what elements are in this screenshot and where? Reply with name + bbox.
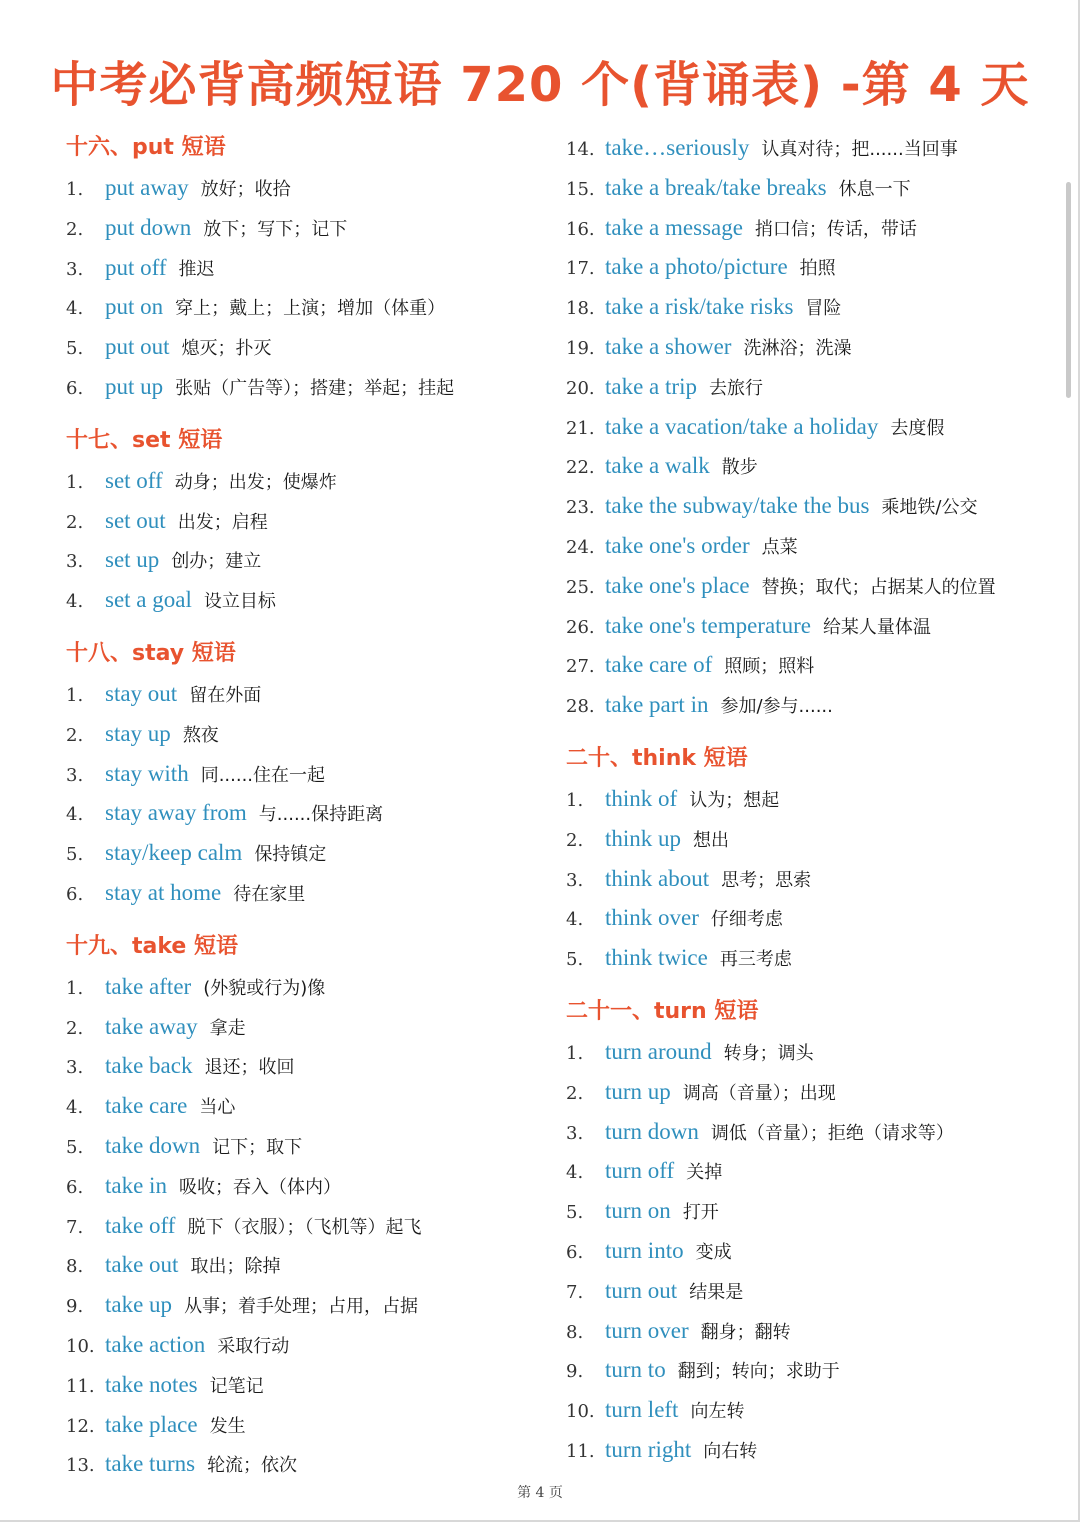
entry-number: 2. xyxy=(66,1017,84,1039)
phrase-entry xyxy=(66,1007,536,1047)
entry-number: 13. xyxy=(66,1455,95,1477)
entry-number: 22. xyxy=(566,457,595,479)
english-phrase: stay with xyxy=(105,760,189,786)
chinese-meaning: 转身；调头 xyxy=(723,1042,814,1064)
entry-number: 15. xyxy=(566,178,595,200)
section-gap xyxy=(66,620,536,634)
english-phrase: think up xyxy=(605,825,682,851)
phrase-entry xyxy=(566,287,1046,327)
chinese-meaning: 当心 xyxy=(199,1097,236,1119)
phrase-entry xyxy=(566,128,1046,168)
chinese-meaning: 翻到；转向；求助于 xyxy=(677,1361,840,1383)
chinese-meaning: 调高（音量）；出现 xyxy=(682,1082,836,1104)
entry-number: 4. xyxy=(566,909,584,931)
phrase-entry xyxy=(566,685,1046,725)
entry-number: 8. xyxy=(566,1321,584,1343)
entry-number: 4. xyxy=(66,1097,84,1119)
entry-number: 1. xyxy=(566,1042,584,1064)
chinese-meaning: 同......住在一起 xyxy=(200,764,326,786)
phrase-entry xyxy=(66,754,536,794)
chinese-meaning: 动身；出发；使爆炸 xyxy=(174,471,337,493)
english-phrase: take one's place xyxy=(605,572,750,598)
phrase-entry xyxy=(66,367,536,407)
english-phrase: turn out xyxy=(605,1277,678,1303)
section-heading: 二十一、turn 短语 xyxy=(566,998,759,1024)
chinese-meaning: 去旅行 xyxy=(708,377,763,399)
english-phrase: take a photo/picture xyxy=(605,254,788,280)
chinese-meaning: 放下；写下；记下 xyxy=(203,218,348,240)
english-phrase: stay/keep calm xyxy=(105,840,243,866)
entry-number: 26. xyxy=(566,616,595,638)
phrase-entry xyxy=(566,486,1046,526)
chinese-meaning: 发生 xyxy=(209,1415,246,1437)
english-phrase: think over xyxy=(605,905,699,931)
english-phrase: turn left xyxy=(605,1397,679,1423)
phrase-entry xyxy=(566,1311,1046,1351)
chinese-meaning: 洗淋浴；洗澡 xyxy=(743,337,852,359)
entry-number: 20. xyxy=(566,377,595,399)
phrase-entry xyxy=(66,1126,536,1166)
chinese-meaning: 关掉 xyxy=(686,1162,723,1184)
english-phrase: stay away from xyxy=(105,800,247,826)
entry-number: 18. xyxy=(566,298,595,320)
phrase-entry xyxy=(66,793,536,833)
phrase-entry xyxy=(566,566,1046,606)
phrase-entry xyxy=(66,714,536,754)
english-phrase: take turns xyxy=(105,1451,196,1477)
entry-number: 3. xyxy=(66,764,84,786)
chinese-meaning: 张贴（广告等）；搭建；举起；挂起 xyxy=(175,377,455,399)
chinese-meaning: 认真对待；把......当回事 xyxy=(761,139,958,160)
chinese-meaning: 结果是 xyxy=(689,1281,744,1303)
english-phrase: take a walk xyxy=(605,453,710,479)
phrase-entry xyxy=(566,1072,1046,1112)
phrase-entry xyxy=(66,287,536,327)
phrase-entry xyxy=(566,168,1046,208)
chinese-meaning: 认为；想起 xyxy=(689,789,780,811)
phrase-entry xyxy=(566,606,1046,646)
chinese-meaning: 散步 xyxy=(721,457,758,479)
right-column xyxy=(566,128,1046,1470)
entry-number: 8. xyxy=(66,1256,84,1278)
phrase-entry xyxy=(566,1390,1046,1430)
chinese-meaning: 待在家里 xyxy=(233,883,306,905)
entry-number: 4. xyxy=(66,591,84,613)
english-phrase: put up xyxy=(105,373,164,399)
chinese-meaning: 向右转 xyxy=(703,1440,758,1462)
left-column xyxy=(66,128,536,1484)
phrase-entry xyxy=(566,247,1046,287)
chinese-meaning: 退还；收回 xyxy=(204,1057,295,1079)
entry-number: 4. xyxy=(566,1162,584,1184)
entry-number: 6. xyxy=(66,1176,84,1198)
chinese-meaning: 留在外面 xyxy=(189,684,262,706)
chinese-meaning: 放好；收拾 xyxy=(200,179,291,200)
english-phrase: turn around xyxy=(605,1038,712,1064)
chinese-meaning: 从事；着手处理；占用，占据 xyxy=(184,1296,419,1318)
chinese-meaning: 想出 xyxy=(693,829,730,851)
english-phrase: take care xyxy=(105,1093,188,1119)
entry-number: 6. xyxy=(66,377,84,399)
english-phrase: take away xyxy=(105,1013,198,1039)
phrase-entry xyxy=(566,208,1046,248)
phrase-entry xyxy=(566,1032,1046,1072)
english-phrase: take…seriously xyxy=(605,135,750,160)
phrase-entry xyxy=(566,938,1046,978)
phrase-entry xyxy=(66,327,536,367)
english-phrase: set out xyxy=(105,507,166,533)
entry-number: 6. xyxy=(66,883,84,905)
english-phrase: take down xyxy=(105,1132,201,1158)
entry-number: 25. xyxy=(566,576,595,598)
entry-number: 5. xyxy=(566,949,584,971)
entry-number: 3. xyxy=(66,1057,84,1079)
chinese-meaning: 冒险 xyxy=(805,298,842,320)
chinese-meaning: 与......保持距离 xyxy=(258,804,384,826)
chinese-meaning: 替换；取代；占据某人的位置 xyxy=(761,576,996,598)
phrase-entry xyxy=(566,526,1046,566)
chinese-meaning: 休息一下 xyxy=(838,178,911,200)
chinese-meaning: 思考；思索 xyxy=(721,869,812,891)
phrase-entry xyxy=(566,1271,1046,1311)
phrase-entry xyxy=(66,168,536,208)
phrase-entry xyxy=(66,1325,536,1365)
phrase-entry xyxy=(566,779,1046,819)
entry-number: 4. xyxy=(66,298,84,320)
phrase-entry xyxy=(66,1086,536,1126)
entry-number: 21. xyxy=(566,417,595,439)
phrase-entry xyxy=(66,1405,536,1445)
entry-number: 27. xyxy=(566,656,595,678)
entry-number: 1. xyxy=(66,977,84,999)
entry-number: 5. xyxy=(66,1136,84,1158)
english-phrase: stay out xyxy=(105,680,178,706)
entry-number: 9. xyxy=(66,1296,84,1318)
entry-number: 3. xyxy=(566,1122,584,1144)
chinese-meaning: 轮流；依次 xyxy=(207,1455,298,1477)
phrase-entry xyxy=(566,1350,1046,1390)
entry-number: 7. xyxy=(66,1216,84,1238)
english-phrase: think twice xyxy=(605,945,708,971)
entry-number: 2. xyxy=(66,511,84,533)
phrase-entry xyxy=(566,367,1046,407)
chinese-meaning: 创办；建立 xyxy=(171,551,262,573)
phrase-entry xyxy=(566,407,1046,447)
phrase-entry xyxy=(66,967,536,1007)
entry-number: 5. xyxy=(566,1202,584,1224)
section-heading: 十七、set 短语 xyxy=(66,427,223,453)
entry-number: 1. xyxy=(66,179,84,200)
phrase-entry xyxy=(66,873,536,913)
entry-number: 11. xyxy=(566,1440,595,1462)
entry-number: 1. xyxy=(66,684,84,706)
phrase-entry xyxy=(566,1231,1046,1271)
chinese-meaning: 记下；取下 xyxy=(212,1136,303,1158)
phrase-entry xyxy=(566,1151,1046,1191)
english-phrase: turn on xyxy=(605,1198,671,1224)
phrase-entry xyxy=(566,819,1046,859)
english-phrase: take one's order xyxy=(605,532,750,558)
english-phrase: set a goal xyxy=(105,587,192,613)
section-heading: 十九、take 短语 xyxy=(66,933,238,959)
chinese-meaning: 给某人量体温 xyxy=(822,616,931,638)
entry-number: 10. xyxy=(566,1401,595,1423)
entry-number: 1. xyxy=(566,789,584,811)
english-phrase: turn up xyxy=(605,1078,671,1104)
chinese-meaning: 熄灭；扑灭 xyxy=(181,338,272,360)
section-heading: 十八、stay 短语 xyxy=(66,640,236,666)
entry-number: 23. xyxy=(566,497,595,519)
english-phrase: put out xyxy=(105,334,170,360)
entry-number: 19. xyxy=(566,337,595,359)
chinese-meaning: 照顾；照料 xyxy=(724,656,815,678)
english-phrase: turn over xyxy=(605,1317,689,1343)
section-gap xyxy=(66,913,536,927)
phrase-entry xyxy=(66,501,536,541)
chinese-meaning: 拿走 xyxy=(209,1017,246,1039)
entry-number: 3. xyxy=(66,551,84,573)
chinese-meaning: 调低（音量）；拒绝（请求等） xyxy=(710,1122,954,1144)
chinese-meaning: 记笔记 xyxy=(209,1375,264,1397)
page-title: 中考必背高频短语 720 个(背诵表) -第 4 天 xyxy=(50,57,1030,113)
english-phrase: think about xyxy=(605,865,710,891)
chinese-meaning: 保持镇定 xyxy=(254,844,327,866)
chinese-meaning: (外貌或行为)像 xyxy=(203,977,326,999)
phrase-entry xyxy=(66,1166,536,1206)
chinese-meaning: 翻身；翻转 xyxy=(700,1321,791,1343)
english-phrase: turn into xyxy=(605,1237,684,1263)
entry-number: 3. xyxy=(66,258,84,280)
chinese-meaning: 采取行动 xyxy=(217,1335,290,1357)
english-phrase: stay at home xyxy=(105,879,222,905)
chinese-meaning: 打开 xyxy=(682,1202,719,1224)
entry-number: 4. xyxy=(66,804,84,826)
chinese-meaning: 拍照 xyxy=(799,258,836,280)
english-phrase: think of xyxy=(605,785,678,811)
chinese-meaning: 捎口信；传话，带话 xyxy=(754,218,917,240)
entry-number: 14. xyxy=(566,139,595,160)
english-phrase: put off xyxy=(105,254,167,280)
chinese-meaning: 取出；除掉 xyxy=(190,1256,281,1278)
phrase-entry xyxy=(566,645,1046,685)
english-phrase: take a vacation/take a holiday xyxy=(605,413,879,439)
english-phrase: take up xyxy=(105,1292,173,1318)
english-phrase: take in xyxy=(105,1172,167,1198)
phrase-entry xyxy=(66,1365,536,1405)
english-phrase: take back xyxy=(105,1053,193,1079)
english-phrase: take a message xyxy=(605,214,743,240)
entry-number: 11. xyxy=(66,1375,95,1397)
chinese-meaning: 点菜 xyxy=(761,536,798,558)
entry-number: 5. xyxy=(66,338,84,360)
english-phrase: take a shower xyxy=(605,333,732,359)
english-phrase: take place xyxy=(105,1411,198,1437)
chinese-meaning: 向左转 xyxy=(690,1401,745,1423)
phrase-entry xyxy=(566,1430,1046,1470)
chinese-meaning: 仔细考虑 xyxy=(710,909,783,931)
phrase-entry xyxy=(566,859,1046,899)
english-phrase: turn to xyxy=(605,1357,666,1383)
section-gap xyxy=(66,407,536,421)
chinese-meaning: 推迟 xyxy=(178,258,215,280)
chinese-meaning: 设立目标 xyxy=(203,591,276,613)
chinese-meaning: 去度假 xyxy=(890,417,945,439)
phrase-entry xyxy=(566,1112,1046,1152)
chinese-meaning: 再三考虑 xyxy=(719,949,792,971)
section-gap xyxy=(566,978,1046,992)
entry-number: 12. xyxy=(66,1415,95,1437)
page-number: 第 4 页 xyxy=(517,1485,563,1501)
entry-number: 24. xyxy=(566,536,595,558)
english-phrase: take the subway/take the bus xyxy=(605,493,870,519)
phrase-entry xyxy=(566,446,1046,486)
phrase-entry xyxy=(66,248,536,288)
chinese-meaning: 脱下（衣服）；（飞机等）起飞 xyxy=(187,1216,422,1238)
entry-number: 10. xyxy=(66,1335,95,1357)
section-heading: 十六、put 短语 xyxy=(66,135,226,160)
entry-number: 3. xyxy=(566,869,584,891)
entry-number: 5. xyxy=(66,844,84,866)
phrase-entry xyxy=(566,898,1046,938)
english-phrase: stay up xyxy=(105,720,171,746)
phrase-entry xyxy=(66,833,536,873)
english-phrase: take one's temperature xyxy=(605,612,811,638)
phrase-entry xyxy=(566,1191,1046,1231)
english-phrase: take after xyxy=(105,973,192,999)
entry-number: 7. xyxy=(566,1281,584,1303)
scrollbar[interactable] xyxy=(1066,182,1071,398)
phrase-entry xyxy=(66,1444,536,1484)
phrase-entry xyxy=(66,1046,536,1086)
entry-number: 2. xyxy=(66,218,84,240)
english-phrase: take off xyxy=(105,1212,176,1238)
entry-number: 6. xyxy=(566,1241,584,1263)
english-phrase: set off xyxy=(105,467,163,493)
entry-number: 16. xyxy=(566,218,595,240)
chinese-meaning: 出发；启程 xyxy=(177,511,268,533)
entry-number: 2. xyxy=(66,724,84,746)
section-heading: 二十、think 短语 xyxy=(566,745,748,771)
english-phrase: turn off xyxy=(605,1158,675,1184)
english-phrase: take a break/take breaks xyxy=(605,174,827,200)
english-phrase: take care of xyxy=(605,652,713,678)
english-phrase: take part in xyxy=(605,692,709,718)
chinese-meaning: 参加/参与...... xyxy=(720,696,833,718)
chinese-meaning: 吸收；吞入（体内） xyxy=(178,1176,341,1198)
phrase-entry xyxy=(66,540,536,580)
english-phrase: put on xyxy=(105,294,164,320)
phrase-entry xyxy=(66,580,536,620)
chinese-meaning: 穿上；戴上；上演；增加（体重） xyxy=(175,298,446,320)
chinese-meaning: 乘地铁/公交 xyxy=(881,497,978,519)
entry-number: 17. xyxy=(566,258,595,280)
phrase-entry xyxy=(66,461,536,501)
english-phrase: set up xyxy=(105,547,160,573)
entry-number: 9. xyxy=(566,1361,584,1383)
phrase-entry xyxy=(66,1285,536,1325)
entry-number: 1. xyxy=(66,471,84,493)
entry-number: 2. xyxy=(566,1082,584,1104)
english-phrase: take notes xyxy=(105,1371,198,1397)
chinese-meaning: 变成 xyxy=(695,1241,732,1263)
section-gap xyxy=(566,725,1046,739)
entry-number: 28. xyxy=(566,696,595,718)
entry-number: 2. xyxy=(566,829,584,851)
english-phrase: turn down xyxy=(605,1118,699,1144)
english-phrase: turn right xyxy=(605,1436,692,1462)
phrase-entry xyxy=(66,208,536,248)
phrase-entry xyxy=(66,1206,536,1246)
english-phrase: put down xyxy=(105,214,192,240)
english-phrase: take action xyxy=(105,1331,206,1357)
english-phrase: put away xyxy=(105,175,189,200)
phrase-entry xyxy=(566,327,1046,367)
english-phrase: take a risk/take risks xyxy=(605,294,794,320)
chinese-meaning: 熬夜 xyxy=(182,724,219,746)
phrase-entry xyxy=(66,1245,536,1285)
phrase-entry xyxy=(66,674,536,714)
english-phrase: take a trip xyxy=(605,373,697,399)
english-phrase: take out xyxy=(105,1252,179,1278)
